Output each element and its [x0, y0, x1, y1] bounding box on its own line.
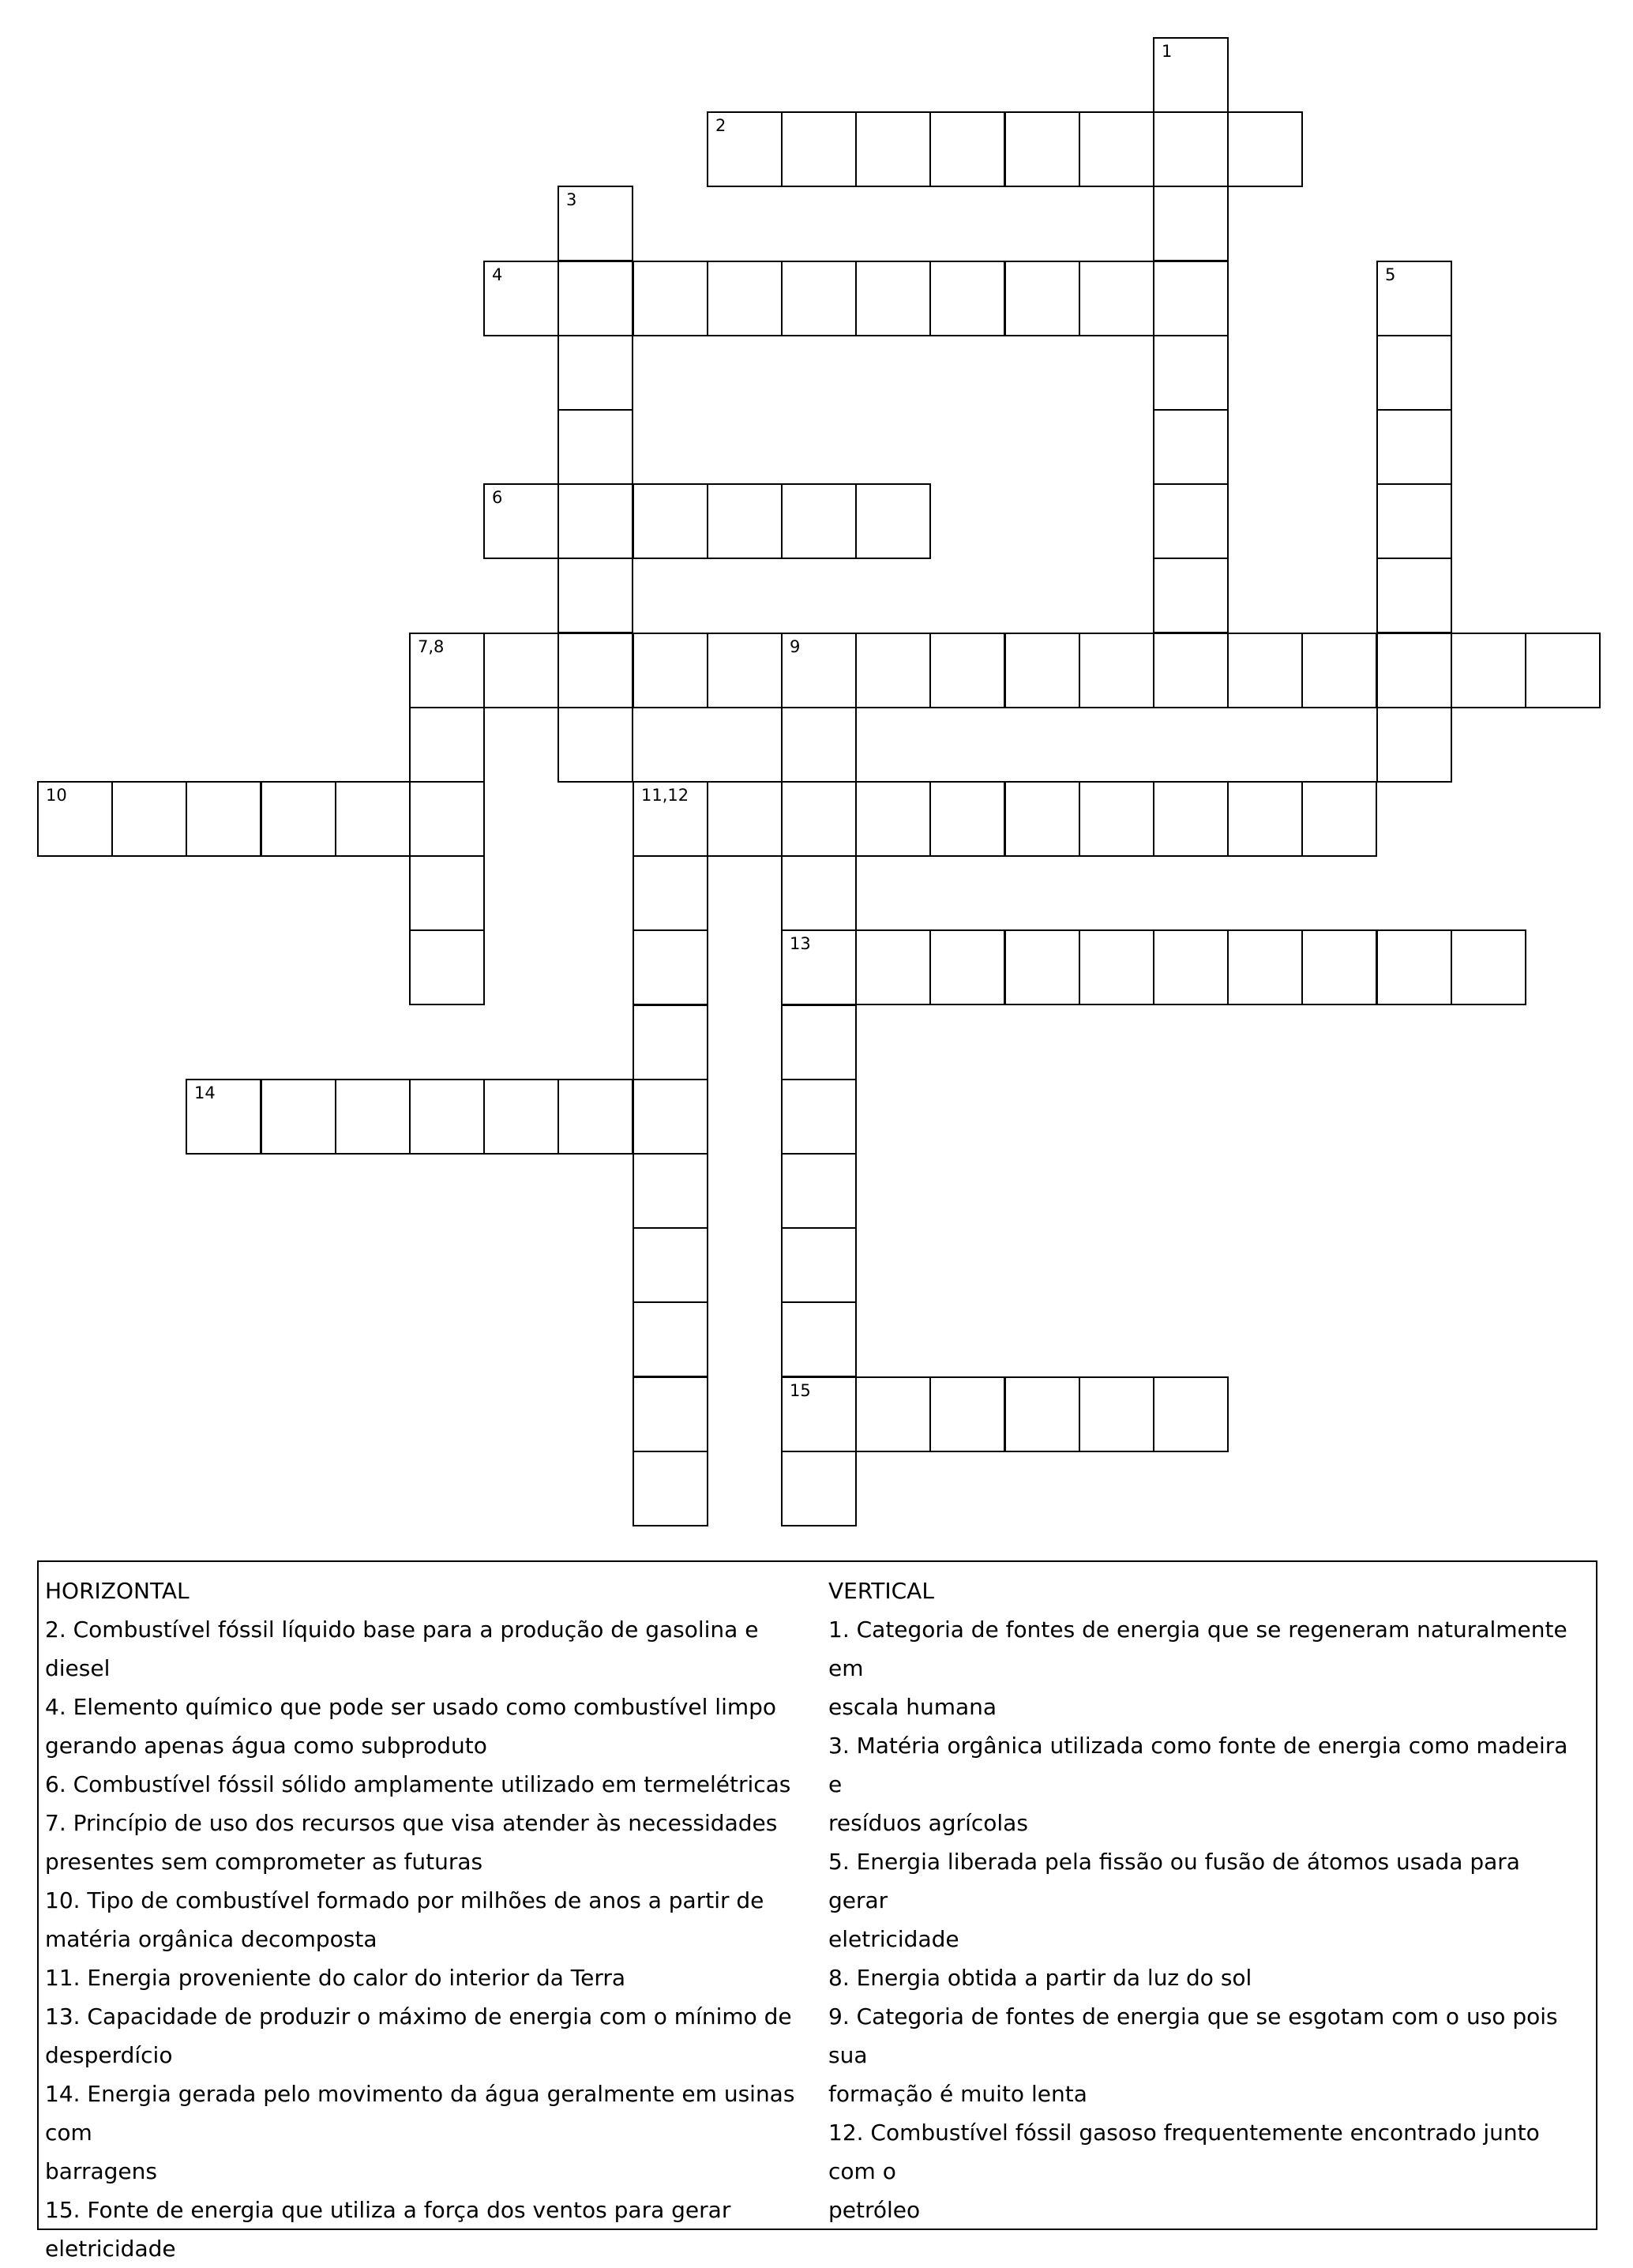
grid-cell[interactable]	[1301, 781, 1377, 857]
grid-cell[interactable]	[781, 1301, 857, 1377]
grid-cell[interactable]	[409, 781, 485, 857]
grid-cell[interactable]	[186, 781, 261, 857]
grid-cell[interactable]	[483, 261, 559, 336]
clue-number: 14	[194, 1083, 216, 1102]
clue-number: 1	[1162, 42, 1173, 61]
clue-line: matéria orgânica decomposta	[45, 1926, 377, 1952]
grid-cell[interactable]	[855, 483, 931, 559]
grid-cell[interactable]	[1376, 261, 1452, 336]
grid-cell[interactable]	[335, 781, 411, 857]
clue-line: 15. Fonte de energia que utiliza a força dos ventos para gerar	[45, 2197, 731, 2223]
grid-cell[interactable]	[557, 335, 633, 411]
grid-cell[interactable]	[409, 1079, 485, 1155]
grid-cell[interactable]	[483, 1079, 559, 1155]
grid-cell[interactable]	[557, 483, 633, 559]
clue-line: 3. Matéria orgânica utilizada como fonte de energia como madeira e	[828, 1733, 1568, 1797]
clue-line: 12. Combustível fóssil gasoso frequentemente encontrado junto com o	[828, 2120, 1540, 2184]
grid-cell[interactable]	[1525, 633, 1601, 708]
grid-cell[interactable]	[1079, 261, 1154, 336]
grid-cell[interactable]	[781, 111, 857, 187]
grid-cell[interactable]	[1153, 261, 1229, 336]
grid-cell[interactable]	[781, 707, 857, 783]
grid-cell[interactable]	[1153, 186, 1229, 261]
grid-cell[interactable]	[1004, 1376, 1080, 1452]
clue-line: escala humana	[828, 1694, 997, 1720]
grid-cell[interactable]	[855, 633, 931, 708]
grid-cell[interactable]	[781, 929, 857, 1005]
grid-cell[interactable]	[1153, 558, 1229, 633]
grid-cell[interactable]	[1227, 781, 1303, 857]
grid-cell[interactable]	[707, 633, 783, 708]
grid-cell[interactable]	[1376, 409, 1452, 485]
grid-cell[interactable]	[929, 261, 1005, 336]
clue-number: 9	[790, 637, 801, 656]
grid-cell[interactable]	[1227, 111, 1303, 187]
grid-cell[interactable]	[781, 781, 857, 857]
grid-cell[interactable]	[1376, 929, 1452, 1005]
horizontal-title: HORIZONTAL	[45, 1578, 190, 1604]
grid-cell[interactable]	[557, 707, 633, 783]
clues-box	[37, 1560, 1597, 2262]
grid-cell[interactable]	[261, 781, 336, 857]
grid-cell[interactable]	[781, 483, 857, 559]
clue-line: 11. Energia proveniente do calor do interior da Terra	[45, 1965, 626, 1991]
clue-number: 7,8	[418, 637, 445, 656]
clue-line: 9. Categoria de fontes de energia que se esgotam com o uso pois sua	[828, 2003, 1558, 2068]
clue-line: 6. Combustível fóssil sólido amplamente utilizado em termelétricas	[45, 1771, 791, 1797]
grid-cell[interactable]	[261, 1079, 336, 1155]
grid-cell[interactable]	[781, 1153, 857, 1229]
grid-cell[interactable]	[557, 186, 633, 261]
grid-cell[interactable]	[633, 1153, 708, 1229]
clue-line: 14. Energia gerada pelo movimento da água geralmente em usinas com	[45, 2081, 795, 2146]
grid-cell[interactable]	[1153, 1376, 1229, 1452]
clue-line: 7. Princípio de uso dos recursos que visa atender às necessidades	[45, 1810, 778, 1836]
grid-cell[interactable]	[37, 781, 113, 857]
clue-line: 4. Elemento químico que pode ser usado como combustível limpo	[45, 1694, 777, 1720]
clue-number: 11,12	[641, 786, 689, 805]
grid-cell[interactable]	[483, 633, 559, 708]
grid-cell[interactable]	[1301, 929, 1377, 1005]
grid-cell[interactable]	[929, 929, 1005, 1005]
grid-cell[interactable]	[633, 1079, 708, 1155]
grid-cell[interactable]	[633, 1301, 708, 1377]
grid-cell[interactable]	[1079, 1376, 1154, 1452]
grid-cell[interactable]	[409, 707, 485, 783]
grid-cell[interactable]	[781, 261, 857, 336]
grid-cell[interactable]	[1153, 483, 1229, 559]
clue-line: gerando apenas água como subproduto	[45, 1733, 487, 1759]
clue-line: 13. Capacidade de produzir o máximo de energia com o mínimo de	[45, 2003, 792, 2030]
grid-cell[interactable]	[557, 1079, 633, 1155]
grid-cell[interactable]	[1004, 633, 1080, 708]
grid-cell[interactable]	[409, 633, 485, 708]
grid-cell[interactable]	[1004, 261, 1080, 336]
grid-cell[interactable]	[1301, 633, 1377, 708]
grid-cell[interactable]	[483, 483, 559, 559]
clue-line: 5. Energia liberada pela fissão ou fusão de átomos usada para gerar	[828, 1849, 1520, 1913]
grid-cell[interactable]	[557, 409, 633, 485]
grid-cell[interactable]	[633, 855, 708, 931]
clue-number: 10	[46, 786, 67, 805]
clue-number: 13	[790, 934, 811, 953]
clue-number: 2	[715, 116, 726, 135]
grid-cell[interactable]	[855, 1376, 931, 1452]
clue-line: 10. Tipo de combustível formado por milhões de anos a partir de	[45, 1887, 764, 1913]
clue-line: eletricidade	[45, 2236, 176, 2262]
grid-cell[interactable]	[707, 111, 783, 187]
grid-cell[interactable]	[409, 855, 485, 931]
clue-line: desperdício	[45, 2042, 173, 2068]
grid-cell[interactable]	[929, 633, 1005, 708]
grid-cell[interactable]	[707, 261, 783, 336]
grid-cell[interactable]	[1376, 707, 1452, 783]
grid-cell[interactable]	[855, 781, 931, 857]
grid-cell[interactable]	[781, 1451, 857, 1526]
grid-cell[interactable]	[1227, 633, 1303, 708]
grid-cell[interactable]	[1153, 37, 1229, 113]
horizontal-clues	[45, 1571, 827, 2268]
grid-cell[interactable]	[1451, 929, 1526, 1005]
grid-cell[interactable]	[855, 261, 931, 336]
grid-cell[interactable]	[1004, 929, 1080, 1005]
grid-cell[interactable]	[707, 781, 783, 857]
clue-line: 1. Categoria de fontes de energia que se regeneram naturalmente em	[828, 1617, 1567, 1681]
grid-cell[interactable]	[186, 1079, 261, 1155]
clue-line: barragens	[45, 2158, 157, 2184]
clue-line: presentes sem comprometer as futuras	[45, 1849, 483, 1875]
grid-cell[interactable]	[1004, 111, 1080, 187]
grid-cell[interactable]	[633, 781, 708, 857]
clue-line: 8. Energia obtida a partir da luz do sol	[828, 1965, 1252, 1991]
grid-cell[interactable]	[1153, 409, 1229, 485]
grid-cell[interactable]	[633, 1227, 708, 1303]
grid-cell[interactable]	[1376, 633, 1452, 708]
vertical-clues	[828, 1571, 1586, 2229]
grid-cell[interactable]	[1153, 929, 1229, 1005]
grid-cell[interactable]	[633, 1376, 708, 1452]
grid-cell[interactable]	[1376, 483, 1452, 559]
grid-cell[interactable]	[929, 111, 1005, 187]
grid-cell[interactable]	[1079, 781, 1154, 857]
clue-line: formação é muito lenta	[828, 2081, 1087, 2107]
clue-number: 5	[1385, 265, 1396, 284]
clue-line: resíduos agrícolas	[828, 1810, 1028, 1836]
grid-cell[interactable]	[929, 1376, 1005, 1452]
grid-cell[interactable]	[855, 929, 931, 1005]
grid-cell[interactable]	[929, 781, 1005, 857]
grid-cell[interactable]	[1079, 633, 1154, 708]
grid-cell[interactable]	[633, 929, 708, 1005]
grid-cell[interactable]	[781, 1227, 857, 1303]
grid-cell[interactable]	[781, 855, 857, 931]
grid-cell[interactable]	[557, 633, 633, 708]
clue-line: petróleo	[828, 2197, 921, 2223]
grid-cell[interactable]	[1153, 781, 1229, 857]
clue-line: 2. Combustível fóssil líquido base para a produção de gasolina e diesel	[45, 1617, 759, 1681]
grid-cell[interactable]	[1376, 335, 1452, 411]
clue-number: 15	[790, 1381, 811, 1400]
grid-cell[interactable]	[1079, 929, 1154, 1005]
grid-cell[interactable]	[781, 1376, 857, 1452]
grid-cell[interactable]	[1004, 781, 1080, 857]
clue-number: 4	[492, 265, 503, 284]
clue-number: 6	[492, 488, 503, 507]
grid-cell[interactable]	[557, 558, 633, 633]
grid-cell[interactable]	[781, 633, 857, 708]
grid-cell[interactable]	[633, 1451, 708, 1526]
grid-cell[interactable]	[1451, 633, 1526, 708]
grid-cell[interactable]	[1079, 111, 1154, 187]
grid-cell[interactable]	[1153, 335, 1229, 411]
grid-cell[interactable]	[633, 633, 708, 708]
grid-cell[interactable]	[633, 261, 708, 336]
vertical-title: VERTICAL	[828, 1578, 934, 1604]
grid-cell[interactable]	[557, 261, 633, 336]
clue-line: eletricidade	[828, 1926, 959, 1952]
clue-number: 3	[566, 190, 577, 209]
grid-cell[interactable]	[1153, 111, 1229, 187]
grid-cell[interactable]	[633, 483, 708, 559]
grid-cell[interactable]	[855, 111, 931, 187]
grid-cell[interactable]	[111, 781, 187, 857]
grid-cell[interactable]	[707, 483, 783, 559]
grid-cell[interactable]	[781, 1079, 857, 1155]
grid-cell[interactable]	[1227, 929, 1303, 1005]
grid-cell[interactable]	[335, 1079, 411, 1155]
grid-cell[interactable]	[781, 1004, 857, 1080]
grid-cell[interactable]	[633, 1004, 708, 1080]
grid-cell[interactable]	[1376, 558, 1452, 633]
grid-cell[interactable]	[409, 929, 485, 1005]
grid-cell[interactable]	[1153, 633, 1229, 708]
